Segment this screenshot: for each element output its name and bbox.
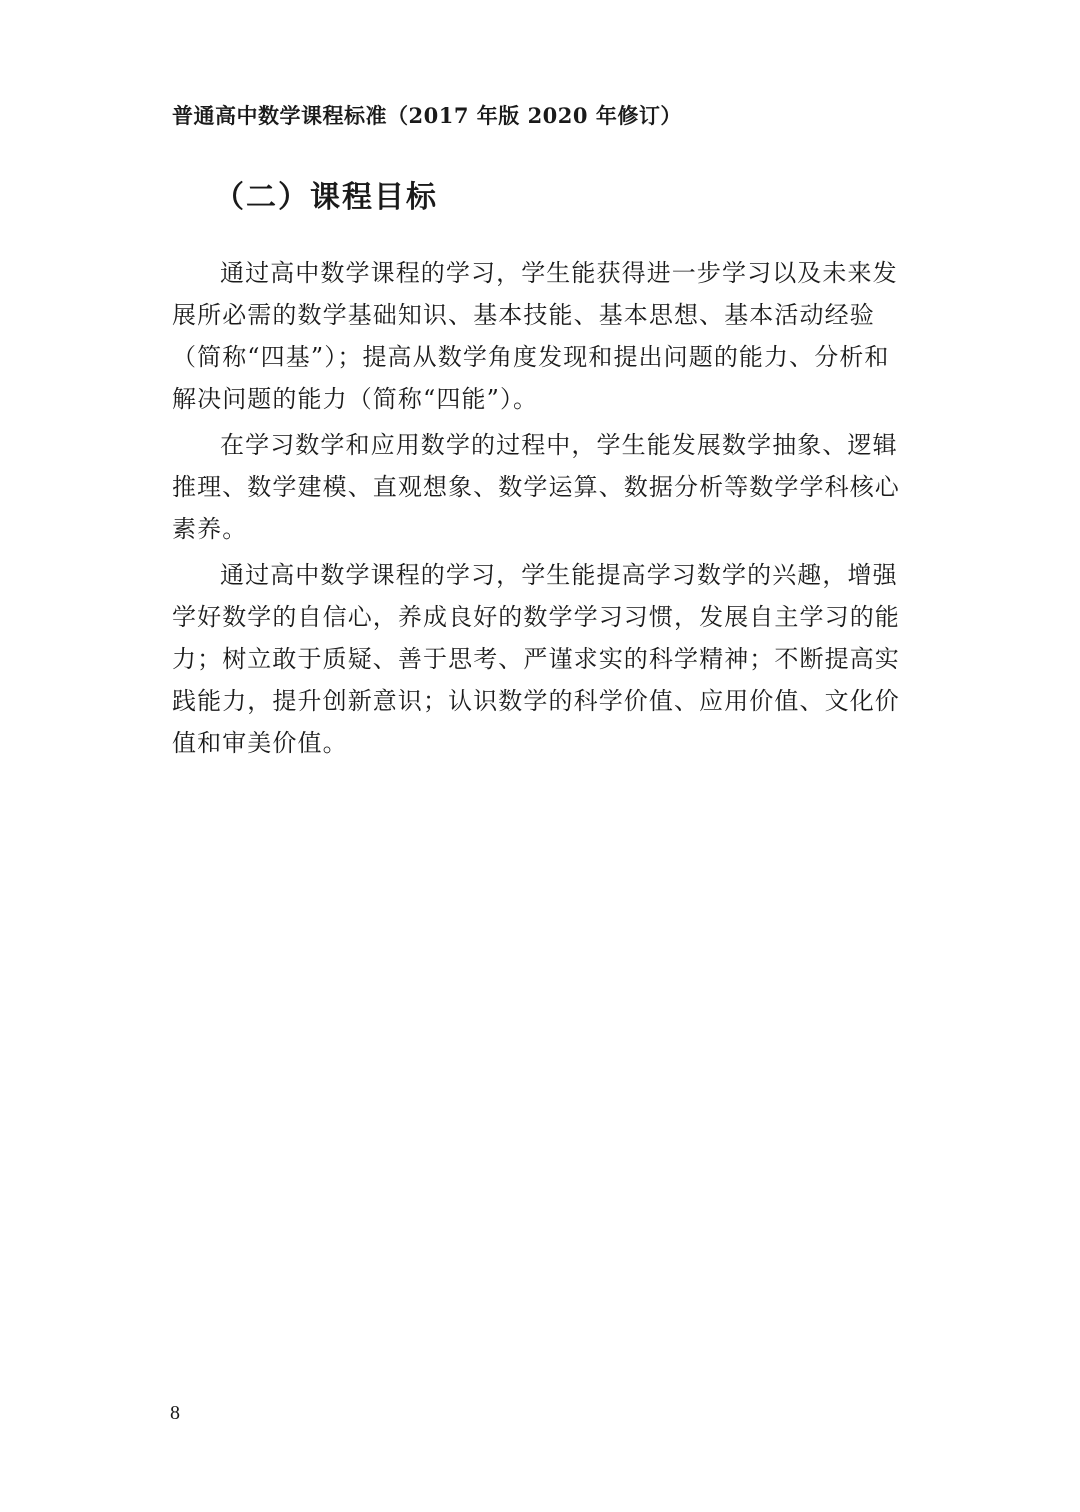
paragraph-line: 值和审美价值。 <box>172 729 348 757</box>
body-text <box>172 252 900 768</box>
paragraph-line: 力；树立敢于质疑、善于思考、严谨求实的科学精神；不断提高实 <box>172 645 900 673</box>
paragraph-line: 学好数学的自信心，养成良好的数学学习习惯，发展自主学习的能 <box>172 603 900 631</box>
paragraph-line: 解决问题的能力（简称“四能”）。 <box>172 385 539 413</box>
page-number: 8 <box>170 1402 180 1424</box>
paragraph-line: 通过高中数学课程的学习，学生能提高学习数学的兴趣，增强 <box>220 561 898 589</box>
paragraph-line: 素养。 <box>172 515 248 543</box>
paragraph-line: 展所必需的数学基础知识、基本技能、基本思想、基本活动经验 <box>172 301 875 329</box>
paragraph-line: （简称“四基”）；提高从数学角度发现和提出问题的能力、分析和 <box>172 343 890 371</box>
paragraph-line: 通过高中数学课程的学习，学生能获得进一步学习以及未来发 <box>220 259 898 287</box>
paragraph-line: 推理、数学建模、直观想象、数学运算、数据分析等数学学科核心 <box>172 473 900 501</box>
paragraph-line: 在学习数学和应用数学的过程中，学生能发展数学抽象、逻辑 <box>220 431 898 459</box>
paragraph-line: 践能力，提升创新意识；认识数学的科学价值、应用价值、文化价 <box>172 687 900 715</box>
section-heading: （二）课程目标 <box>214 180 438 215</box>
paragraph-1 <box>172 252 896 420</box>
paragraph-2 <box>172 424 900 550</box>
paragraph-3 <box>172 554 900 764</box>
running-header-title: 普通高中数学课程标准（2017 年版 2020 年修订） <box>172 103 682 128</box>
